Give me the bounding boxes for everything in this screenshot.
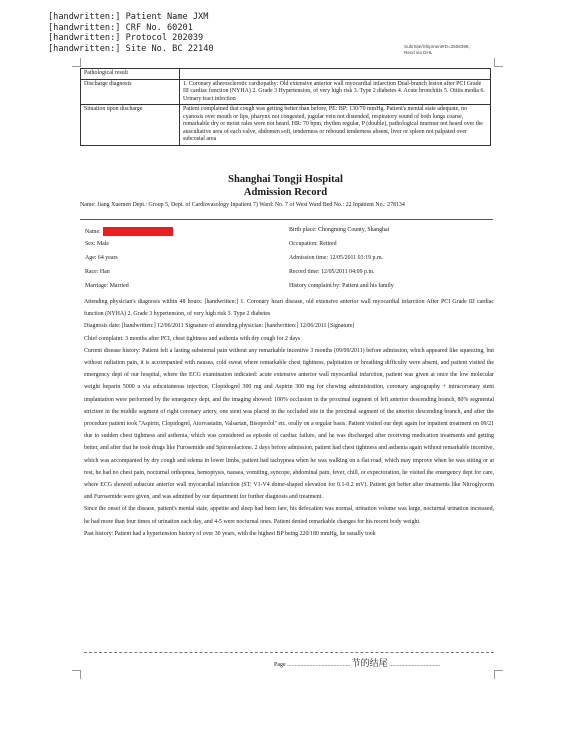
table-value <box>180 69 491 80</box>
page-label: Page <box>274 662 286 668</box>
table-row <box>81 69 491 80</box>
chief-complaint: Chief complaint: 3 months after PCI, chest tightness and asthenia with dry cough for 2 days <box>84 335 301 342</box>
current-disease-history: Current disease history: Patient felt a lasting substernal pain without any remarkable incentive 3 months (09/09/2011) before admission, which appeared like squeezing, but without radiation pain, it is accompanied with nausea, cold sweat where remarkable chest tightness, palpitation or breathing difficulty were absent, and patient visited the emergency dept of our hospital, where the ECG examination indicated: acute extensive anterior wall myocardial infarction, patient was given at once the low molecular weight heparin 5000 u via subcutaneous injection, Clopidogrel 300 mg and Aspirin 300 mg for chewing administration, coronary angiography + intracoronary stent implantation were performed by the emergency dept, and the imaging showed: 100% occlusion in the proximal segment of left anterior descending branch, 80% segmental stricture in the middle segment of right coronary artery, one stent was placed in the occluded site in the proximal segment of the anterior descending branch, and after the procedure patient took "Aspirin, Clopidogrel, Atorvastatin, Valsartan, Bisoprolol" etc. orally on a regular basis. Patient visited our dept again for inpatient treatment on 09/21 due to sudden chest tightness and asthenia, which was considered as episode of cardiac failure, and he was discharged after receiving medication treatments and getting better, and after that he took drugs like Furosemide and Spironolactone. 2 days before admission, patient had chest tightness and asthenia again without remarkable incentive, which was accompanied by dry cough and edema in lower limbs, patient had tachypnea when he was walking on a flat road, which may improve when he was sitting or at rest, he had no chest pain, nocturnal orthopnea, hemoptysis, nausea, vomiting, syncope, abdominal pain, fever, chill, or expectoration, he visited the emergency dept for care, where ECG showed subacute anterior wall myocardial infarction (ST: V1-V4 dome-shaped elevation for 0.1-0.2 mV). Patient got better after treatments like Nitroglycerin and Furosemide were given, and was admitted by our department for further diagnosis and treatment. <box>84 347 494 501</box>
admission-time-field: Admission time: 12/05/2011 03:19 p.m. <box>289 255 384 261</box>
crf-number-annotation: [handwritten:] CRF No. 60201 <box>48 22 193 33</box>
sex-field: Sex: Male <box>85 241 110 247</box>
occupation-field: Occupation: Retired <box>289 241 337 247</box>
diagnosis-date: Diagnosis date: [handwritten:] 12/06/2011 Signature of attending physician: [handwritten:] 12/06/2011 [Signature] <box>84 323 355 330</box>
record-header-line: Name: Jiang Xuemen Dept.: Group 5, Dept. of Cardiovasology Inpatient 7) Ward: No. 7 of West Ward Bed No.: 22 Inpatient No.: 278134 <box>80 202 405 208</box>
footer-divider <box>84 652 494 653</box>
general-condition: Since the onset of the disease, patient's mental state, appetite and sleep had been fare, his defecation was normal, urination volume was large, nocturnal urination increased, he had more than four times of urination each day, and 4-5 were nocturnal ones. Patient denied remarkable changes for his recent body weight. <box>84 506 494 525</box>
patient-name-annotation: [handwritten:] Patient Name JXM <box>48 12 209 22</box>
past-history: Past history: Patient had a hypertension history of over 30 years, with the highest BP being 220/180 mmHg, he usually took <box>84 530 376 537</box>
name-redaction <box>103 227 173 236</box>
handwritten-header <box>48 12 214 54</box>
stamp-line: Recd via DHL <box>404 50 433 55</box>
marriage-field: Marriage: Married <box>85 283 129 289</box>
discharge-table <box>80 68 491 146</box>
header-divider <box>80 219 493 220</box>
name-field <box>85 227 173 236</box>
table-label: Discharge diagnosis <box>81 79 180 105</box>
section-end-label: 节的结尾 <box>351 659 388 669</box>
age-field: Age: 64 years <box>85 255 118 261</box>
crop-mark <box>494 58 503 67</box>
site-number-annotation: [handwritten:] Site No. BC 22140 <box>48 43 214 54</box>
record-title: Admission Record <box>243 187 328 198</box>
page-footer <box>274 656 440 669</box>
protocol-annotation: [handwritten:] Protocol 202039 <box>48 33 204 44</box>
table-row <box>81 79 491 105</box>
table-row <box>81 105 491 146</box>
table-label: Situation upon discharge <box>81 105 180 146</box>
name-label: Name: <box>85 228 101 235</box>
footer-dots: .................................. <box>389 662 441 668</box>
record-body <box>84 296 494 540</box>
race-field: Race: Han <box>85 269 110 275</box>
table-value: Patient complained that cough was getting better than before, PE: BP: 130/70 mmHg. Patient's mental state adequate, no cyanosis over mouth or lips, pharynx not congested, jugular vein not distended, respiratory sound of both lungs coarse, remarkable dry or moist rales were not heard. HR: 70 bpm, rhythm regular, P (double), pathological murmur not heard over the auscultative area of each valve, abdomen soft, tenderness or rebound tenderness absent, liver or spleen not palpated over subcostal area <box>180 105 491 146</box>
crop-mark <box>72 670 81 679</box>
crop-mark <box>72 58 81 67</box>
table-label: Pathological result <box>81 69 180 80</box>
attending-diagnosis: Attending physician's diagnosis within 48 hours: [handwritten:] 1. Coronary heart disease, old extensive anterior wall myocardial infarction After PCI Grade III cardiac function (NYHA) 2. Grade 3 hypertension, of very high risk 3. Type 2 diabetes <box>84 299 494 318</box>
fax-stamp <box>404 44 470 56</box>
crop-mark <box>494 670 503 679</box>
history-source-field: History complaint by: Patient and his family <box>289 283 394 289</box>
hospital-title: Shanghai Tongji Hospital <box>228 174 343 185</box>
table-value: 1. Coronary atherosclerotic cardiopathy: Old extensive anterior wall myocardial infarction Dual-branch lesion after PCI Grade III cardiac function (NYHA) 2. Grade 3 Hypertension, of very high risk 3. Type 2 diabetes 4. Acute bronchitis 5. Otitis media 6. Urinary tract infection <box>180 79 491 105</box>
birthplace-field: Birth place: Chongming County, Shanghai <box>289 227 390 233</box>
stamp-line: Sub/Site/Shipment#D=2508398, <box>404 44 470 49</box>
footer-dots: .......................................... <box>287 662 351 668</box>
record-time-field: Record time: 12/05/2011 04:09 p.m. <box>289 269 375 275</box>
